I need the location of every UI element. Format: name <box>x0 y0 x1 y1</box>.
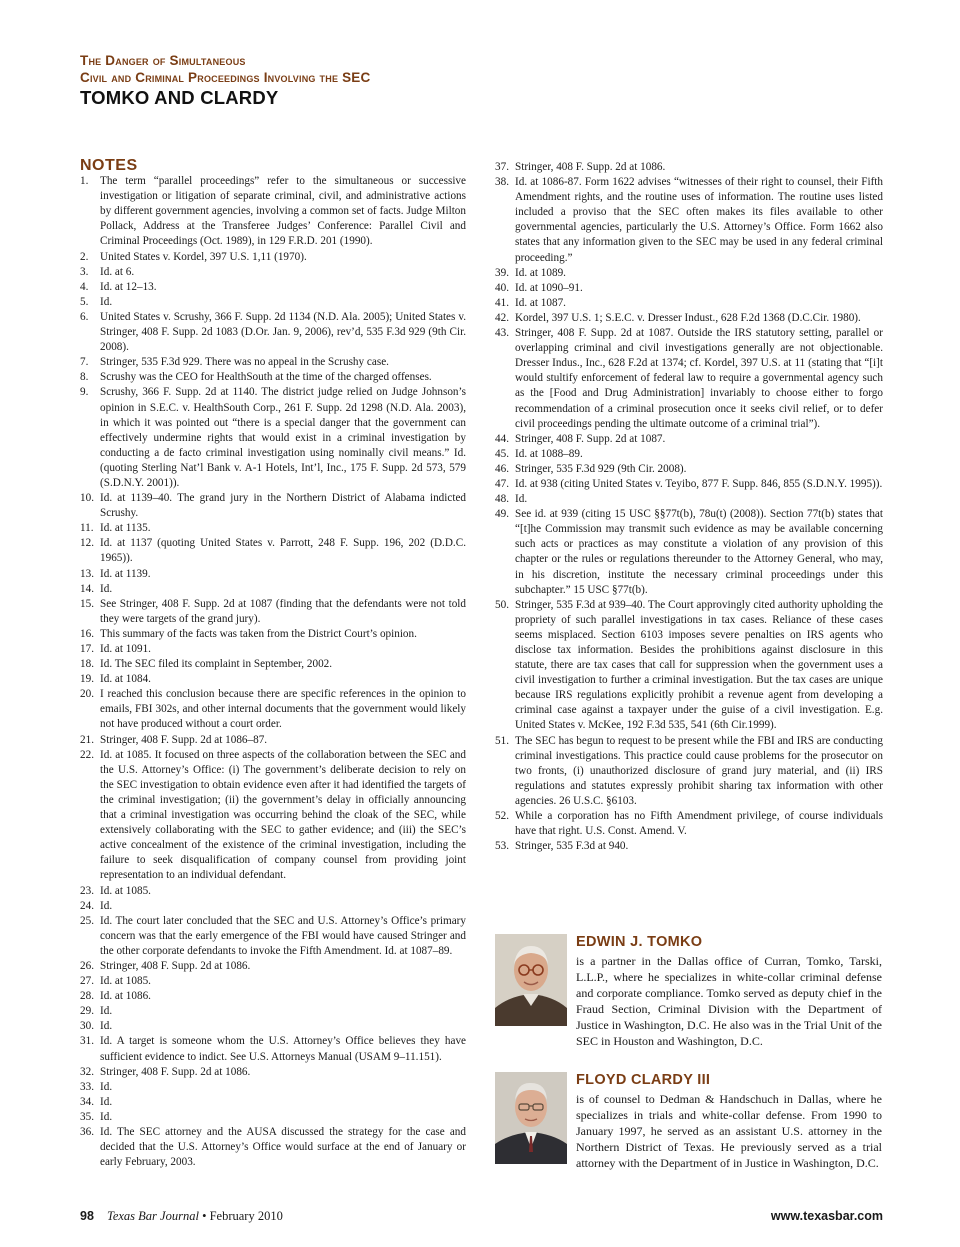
note-text: Id. <box>100 295 113 308</box>
note-number: 9. <box>80 386 89 399</box>
note-item <box>495 839 883 854</box>
note-number: 47. <box>495 477 509 490</box>
note-item <box>80 959 466 974</box>
bio-body: is a partner in the Dallas office of Curran, Tomko, Tarski, L.L.P., where he specializes in white-collar criminal defense and corporate compliance. Tomko served as deputy chief in the Fraud Section, Criminal Division with the Department of Justice in Washington, D.C. He also was in the Trial Unit of the SEC in Houston and Washington, D.C. <box>576 954 882 1048</box>
note-number: 34. <box>80 1095 94 1108</box>
note-text: Stringer, 408 F. Supp. 2d at 1087. <box>515 432 666 445</box>
author-title: TOMKO AND CLARDY <box>80 87 279 108</box>
note-item <box>80 567 466 582</box>
note-text: Id. at 1135. <box>100 522 151 535</box>
note-number: 1. <box>80 175 89 188</box>
note-item <box>495 281 883 296</box>
note-item <box>495 809 883 839</box>
author-photo-clardy <box>495 1072 567 1164</box>
note-text: Id. at 12–13. <box>100 280 157 293</box>
note-text: Id. <box>100 899 113 912</box>
note-number: 42. <box>495 311 509 324</box>
note-number: 4. <box>80 280 89 293</box>
note-number: 25. <box>80 914 94 927</box>
note-text: Id. A target is someone whom the U.S. Attorney’s Office believes they have sufficient evidence to indict. See U.S. Attorneys Manual (USAM 9–11.151). <box>100 1035 466 1063</box>
note-item <box>80 174 466 249</box>
note-number: 27. <box>80 975 94 988</box>
note-number: 38. <box>495 176 509 189</box>
note-item <box>80 536 466 566</box>
note-number: 32. <box>80 1065 94 1078</box>
note-number: 5. <box>80 295 89 308</box>
note-text: Id. <box>100 582 113 595</box>
page-number: 98 <box>80 1209 94 1223</box>
series-title-line-2: Civil and Criminal Proceedings Involving the SEC <box>80 70 371 85</box>
note-number: 8. <box>80 371 89 384</box>
note-item <box>495 175 883 266</box>
note-item <box>80 295 466 310</box>
note-number: 28. <box>80 990 94 1003</box>
note-item <box>80 310 466 355</box>
website-link[interactable]: www.texasbar.com <box>770 1209 883 1223</box>
note-item <box>80 597 466 627</box>
note-item <box>495 160 883 175</box>
note-text: Id. <box>100 1080 113 1093</box>
note-text: Stringer, 535 F.3d 929. There was no appeal in the Scrushy case. <box>100 356 389 369</box>
note-number: 24. <box>80 899 94 912</box>
page-footer <box>80 1209 883 1224</box>
note-item <box>80 672 466 687</box>
note-text: United States v. Kordel, 397 U.S. 1,11 (1970). <box>100 250 307 263</box>
note-number: 53. <box>495 840 509 853</box>
note-item <box>80 250 466 265</box>
note-text: Id. at 1087. <box>515 296 566 309</box>
note-item <box>495 296 883 311</box>
note-number: 36. <box>80 1126 94 1138</box>
issue-date: February 2010 <box>209 1209 283 1223</box>
bio-text-clardy <box>576 1072 882 1171</box>
note-number: 21. <box>80 733 94 746</box>
note-text: Id. at 1085. <box>100 884 151 897</box>
note-item <box>495 507 883 598</box>
note-text: Id. The SEC filed its complaint in September, 2002. <box>100 658 333 671</box>
note-item <box>80 748 466 884</box>
notes-column-left <box>80 158 466 1170</box>
note-item <box>80 914 466 959</box>
note-number: 37. <box>495 161 509 173</box>
note-item <box>495 432 883 447</box>
article-header <box>80 52 370 109</box>
note-item <box>80 1065 466 1080</box>
author-photo-tomko <box>495 934 567 1026</box>
note-item <box>80 1019 466 1034</box>
note-item <box>80 385 466 491</box>
note-number: 46. <box>495 462 509 475</box>
notes-list-left <box>80 174 466 1170</box>
note-text: See id. at 939 (citing 15 USC §§77t(b), 78u(t) (2008)). Section 77t(b) states that “[t]he Commission may transmit such evidence as may be available concerning such acts or practices as may constitute a violation of any provision of this chapter or the rules or regulations thereunder to the Attorney General, who may, in his discretion, institute the necessary criminal proceedings under this subchapter.” 15 USC §77t(b). <box>515 508 883 596</box>
note-number: 51. <box>495 734 509 747</box>
note-number: 31. <box>80 1035 94 1048</box>
note-number: 3. <box>80 265 89 278</box>
series-title-line-1: The Danger of Simultaneous <box>80 53 246 68</box>
note-item <box>80 884 466 899</box>
note-item <box>80 687 466 732</box>
note-number: 18. <box>80 658 94 671</box>
note-text: Stringer, 408 F. Supp. 2d at 1086. <box>100 959 251 972</box>
note-text: I reached this conclusion because there are specific references in the opinion to emails, FBI 302s, and other internal documents that the government would likely not have produced without a court order. <box>100 688 466 731</box>
note-item <box>495 311 883 326</box>
note-item <box>80 1110 466 1125</box>
note-item <box>80 627 466 642</box>
note-number: 22. <box>80 748 94 761</box>
note-number: 2. <box>80 250 89 263</box>
note-item <box>495 477 883 492</box>
note-number: 41. <box>495 296 509 309</box>
note-text: Stringer, 535 F.3d at 939–40. The Court approvingly cited authority upholding the propriety of such parallel investigations in tax cases. Reliance of these cases seems misplaced. Section 6103 imposes severe penalties on IRS agents who disclose tax information. Besides the prohibitions against disclosure in this statute, there are tax cases that call for suppression when the government uses a civil investigation to further a criminal investigation. But the tax cases are unique because IRS regulations explicitly prohibit a revenue agent from developing a criminal case against a taxpayer under the guise of a civil investigation. E.g. United States v. McKee, 192 F.3d 535, 541 (6th Cir.1999). <box>515 598 883 732</box>
note-item <box>80 1004 466 1019</box>
note-item <box>80 657 466 672</box>
note-text: Id. at 1139–40. The grand jury in the Northern District of Alabama indicted Scrushy. <box>100 492 466 520</box>
note-number: 49. <box>495 508 509 521</box>
note-item <box>495 326 883 432</box>
note-item <box>80 491 466 521</box>
note-text: Stringer, 408 F. Supp. 2d at 1087. Outside the IRS statutory setting, parallel or overlapping criminal and civil investigations generally are not objectionable. Dresser Indus., Inc., 628 F.2d at 1374; cf. Kordel, 397 U.S. at 11 (stating that “[i]t would stultify enforcement of federal law to require a governmental agency such as the [Food and Drug Administration] invariably to choose either to forgo recommendation of a criminal prosecution once it seeks civil relief, or to defer civil proceedings pending the ultimate outcome of a criminal trial”). <box>515 327 883 430</box>
note-item <box>80 1125 466 1170</box>
note-text: Id. at 6. <box>100 265 135 278</box>
note-text: Stringer, 535 F.3d 929 (9th Cir. 2008). <box>515 462 687 475</box>
note-text: See Stringer, 408 F. Supp. 2d at 1087 (finding that the defendants were not told they were targets of the grand jury). <box>100 597 466 625</box>
note-item <box>80 733 466 748</box>
notes-column-right <box>495 160 883 854</box>
note-item <box>495 492 883 507</box>
note-text: While a corporation has no Fifth Amendment privilege, of course individuals have that right. U.S. Const. Amend. V. <box>515 810 883 838</box>
note-number: 23. <box>80 884 94 897</box>
note-number: 40. <box>495 281 509 294</box>
note-text: Id. at 1137 (quoting United States v. Parrott, 248 F. Supp. 196, 202 (D.D.C. 1965)). <box>100 537 466 565</box>
note-text: Scrushy was the CEO for HealthSouth at the time of the charged offenses. <box>100 371 432 384</box>
note-number: 29. <box>80 1005 94 1018</box>
note-item <box>80 1034 466 1064</box>
note-text: Id. The SEC attorney and the AUSA discussed the strategy for the case and decided that the U.S. Attorney’s Office would surface at the end of January or early February, 2003. <box>100 1126 466 1169</box>
note-text: Kordel, 397 U.S. 1; S.E.C. v. Dresser Indust., 628 F.2d 1368 (D.C.Cir. 1980). <box>515 311 861 324</box>
portrait-clardy-image <box>495 1072 567 1164</box>
bio-name: EDWIN J. TOMKO <box>576 934 703 950</box>
note-item <box>80 521 466 536</box>
note-text: Id. at 1088–89. <box>515 447 583 460</box>
note-item <box>80 265 466 280</box>
note-text: Id. at 1084. <box>100 673 151 686</box>
note-item <box>495 734 883 809</box>
note-text: Id. at 1090–91. <box>515 281 583 294</box>
note-text: Id. at 1089. <box>515 266 566 279</box>
note-item <box>80 280 466 295</box>
note-text: Scrushy, 366 F. Supp. 2d at 1140. The district judge relied on Judge Johnson’s opinion in S.E.C. v. HealthSouth Corp., 261 F. Supp. 2d 1298 (N.D. Ala. 2003), in which it was pointed out “there is a special danger that the government can effectively undermine rights that would exist in a criminal investigation by conducting a de facto criminal investigation using nominally civil means.” Id. (quoting Sterling Nat’l Bank v. A-1 Hotels, Int’l, Inc., 175 F. Supp. 2d 573, 579 (S.D.N.Y. 2001)). <box>100 386 466 489</box>
note-text: Id. at 1085. <box>100 975 151 988</box>
note-number: 52. <box>495 810 509 823</box>
note-item <box>80 899 466 914</box>
note-text: The SEC has begun to request to be present while the FBI and IRS are conducting criminal investigations. This practice could cause problems for the prosecutor on two fronts, (i) unauthorized disclosure of grand jury material, and (ii) IRS regulations and statutes expressly prohibit sharing tax information with other agencies. 26 U.S.C. §6103. <box>515 734 883 807</box>
note-item <box>80 642 466 657</box>
note-number: 26. <box>80 959 94 972</box>
note-text: Stringer, 408 F. Supp. 2d at 1086. <box>515 161 666 173</box>
note-text: Stringer, 408 F. Supp. 2d at 1086–87. <box>100 733 268 746</box>
note-item <box>80 1080 466 1095</box>
note-text: Id. <box>100 1020 113 1033</box>
note-text: Id. The court later concluded that the SEC and U.S. Attorney’s Office’s primary concern was that the early emergence of the FBI would have caused Stringer and the other corporate defendants to invoke the Fifth Amendment. Id. at 1087–89. <box>100 914 466 957</box>
note-number: 17. <box>80 643 94 655</box>
note-item <box>80 370 466 385</box>
note-item <box>80 989 466 1004</box>
note-number: 45. <box>495 447 509 460</box>
note-number: 50. <box>495 598 509 611</box>
note-item <box>80 355 466 370</box>
note-text: Id. at 1139. <box>100 567 151 580</box>
note-text: Stringer, 408 F. Supp. 2d at 1086. <box>100 1065 251 1078</box>
note-number: 12. <box>80 537 94 550</box>
note-text: This summary of the facts was taken from the District Court’s opinion. <box>100 627 417 640</box>
note-text: United States v. Scrushy, 366 F. Supp. 2d 1134 (N.D. Ala. 2005); United States v. Stringer, 408 F. Supp. 2d 1083 (D.Or. Jan. 9, 2006), rev’d, 535 F.3d 929 (9th Cir. 2008). <box>100 310 466 354</box>
note-number: 10. <box>80 492 94 505</box>
note-text: Id. at 1085. It focused on three aspects of the collaboration between the SEC and the U.S. Attorney’s Office: (i) The government’s deliberate decision to rely on the SEC investigation to obtain evidence even after it had identified the targets of the criminal investigation; (ii) the government’s delay in officially announcing that a criminal investigation was occurring behind the cloak of the SEC, while extensively collaborating with the SEC to gather evidence; and (iii) the SEC’s active concealment of the existence of the criminal investigation, including the failure to seek disqualification of company counsel from providing joint representation to an individual defendant. <box>100 748 466 882</box>
note-text: Id. <box>100 1110 113 1123</box>
note-number: 39. <box>495 266 509 279</box>
note-text: Id. <box>515 493 528 506</box>
bio-text-tomko <box>576 934 882 1049</box>
note-text: The term “parallel proceedings” refer to the simultaneous or successive investigation or litigation of separate criminal, civil, and administrative actions by different government agencies, involving a common set of facts. Judge Milton Pollack, Address at the Transferee Judges’ Conference: Parallel Civil and Criminal Proceedings (Oct. 1989), in 129 F.R.D. 201 (1990). <box>100 175 466 248</box>
portrait-tomko-image <box>495 934 567 1026</box>
note-text: Id. at 1086. <box>100 990 151 1003</box>
note-item <box>495 462 883 477</box>
note-number: 16. <box>80 627 94 640</box>
notes-heading: NOTES <box>80 157 138 174</box>
note-number: 11. <box>80 522 94 535</box>
note-item <box>495 598 883 734</box>
publication-name: Texas Bar Journal <box>107 1209 199 1223</box>
note-number: 19. <box>80 673 94 686</box>
note-number: 14. <box>80 582 94 595</box>
note-item <box>80 974 466 989</box>
note-text: Id. at 938 (citing United States v. Teyibo, 877 F. Supp. 846, 855 (S.D.N.Y. 1995)). <box>515 477 883 490</box>
note-number: 20. <box>80 688 94 701</box>
note-number: 6. <box>80 310 89 323</box>
note-text: Id. at 1091. <box>100 643 151 655</box>
note-number: 48. <box>495 493 509 506</box>
note-item <box>495 447 883 462</box>
note-text: Id. at 1086-87. Form 1622 advises “witnesses of their right to counsel, their Fifth Amendment rights, and the routine uses of information. The routine uses listed included a proviso that the SEC often makes its files available to other governmental agencies, particularly the U.S. Attorney’s Office. Form 1662 also states that any information given to the SEC may be used in any federal criminal proceeding.” <box>515 176 883 264</box>
note-number: 15. <box>80 597 94 610</box>
bio-body: is of counsel to Dedman & Handschuch in Dallas, where he specializes in trials and white-collar defense. From 1990 to January 1997, he served as an assistant U.S. attorney in the Northern District of Texas. He previously served as a trial attorney with the Department of in Justice in Washington, D.C. <box>576 1092 882 1170</box>
footer-separator: • <box>202 1209 207 1223</box>
note-text: Stringer, 535 F.3d at 940. <box>515 840 629 853</box>
note-number: 44. <box>495 432 509 445</box>
note-text: Id. <box>100 1005 113 1018</box>
note-number: 13. <box>80 567 94 580</box>
note-item <box>80 1095 466 1110</box>
note-number: 7. <box>80 356 89 369</box>
note-number: 30. <box>80 1020 94 1033</box>
note-item <box>495 266 883 281</box>
note-item <box>80 582 466 597</box>
note-text: Id. <box>100 1095 113 1108</box>
note-number: 43. <box>495 327 509 340</box>
notes-list-right <box>495 160 883 854</box>
note-number: 35. <box>80 1110 94 1123</box>
bio-name: FLOYD CLARDY III <box>576 1072 711 1088</box>
note-number: 33. <box>80 1080 94 1093</box>
